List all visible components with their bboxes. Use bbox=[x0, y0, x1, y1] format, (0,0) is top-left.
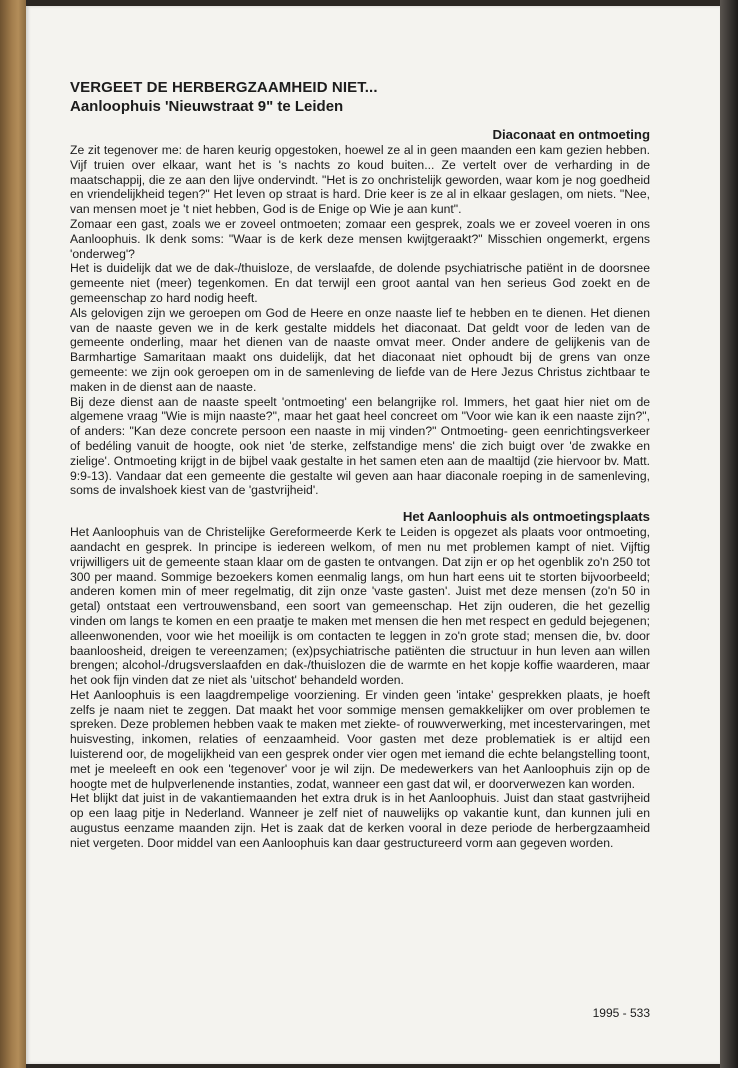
paragraph: Het blijkt dat juist in de vakantiemaanden het extra druk is in het Aanloophuis. Juist dan staat gastvrijheid op een laag pitje in Nederland. Wanneer je zelf niet of nauwelijks op vakantie kunt, dan kunnen juli en augustus eenzame maanden zijn. Het is zaak dat de kerken vooral in deze periode de herbergzaamheid niet vergeten. Door middel van een Aanloophuis kan daar gestructureerd vorm aan gegeven worden. bbox=[70, 791, 650, 850]
paragraph: Ze zit tegenover me: de haren keurig opgestoken, hoewel ze al in geen maanden een kam gezien hebben. Vijf truien over elkaar, want het is 's nachts zo koud buiten... Ze vertelt over de verharding in de maatschappij, die ze aan den lijve ondervindt. "Het is zo onchristelijk geworden, waar kom je nog goedheid en vriendelijkheid tegen?" Het leven op straat is hard. Drie keer is ze al in elkaar geslagen, om niets. "Nee, van mensen moet je 't niet hebben, God is de Enige op Wie je aan kunt". bbox=[70, 143, 650, 217]
paragraph: Het is duidelijk dat we de dak-/thuisloze, de verslaafde, de dolende psychiatrische patiënt in de doorsnee gemeente niet (meer) tegenkomen. En dat terwijl een groot aantal van hen serieus God zoekt en de gemeenschap zo hard nodig heeft. bbox=[70, 261, 650, 305]
section-heading: Het Aanloophuis als ontmoetingsplaats bbox=[402, 509, 650, 525]
paragraph: Bij deze dienst aan de naaste speelt 'ontmoeting' een belangrijke rol. Immers, het gaat hier niet om de algemene vraag "Wie is mijn naaste?", maar het gaat heel concreet om "Voor wie kan ik een naaste zijn?", of anders: "Kan deze concrete persoon een naaste in mij vinden?" Ontmoeting- geen eenrichtingsverkeer of bedéling vanuit de hoogte, ook niet 'de sterke, zelfstandige mens' die zich buigt over 'de zwakke en zielige'. Ontmoeting krijgt in de bijbel vaak gestalte in het samen eten aan de maaltijd (zie hiervoor bv. Matt. 9:9-13). Vandaar dat een gemeente die gestalte wil geven aan haar diaconale roeping in de samenleving, soms de invalshoek kiest van de 'gastvrijheid'. bbox=[70, 394, 650, 498]
article-title: VERGEET DE HERBERGZAAMHEID NIET... bbox=[70, 79, 378, 96]
page-number: 1995 - 533 bbox=[592, 1006, 650, 1020]
article-subtitle: Aanloophuis 'Nieuwstraat 9" te Leiden bbox=[70, 98, 344, 115]
book-binding bbox=[0, 0, 26, 1068]
article bbox=[70, 78, 650, 851]
paragraph: Het Aanloophuis is een laagdrempelige voorziening. Er vinden geen 'intake' gesprekken plaats, je hoeft zelfs je naam niet te zeggen. Dat maakt het voor sommige mensen gemakkelijker om over problemen te spreken. Deze problemen hebben vaak te maken met ziekte- of rouwverwerking, met incestervaringen, met huisvesting, inkomen, relaties of eenzaamheid. Voor gasten met deze problematiek is er altijd een luisterend oor, de mogelijkheid van een gesprek onder vier ogen met iemand die echte belangstelling toont, met je meeleeft en ook een 'tegenover' voor je wil zijn. De medewerkers van het Aanloophuis zijn op de hoogte met de hulpverlenende instanties, zodat, wanneer een gast dat wil, er doorverwezen kan worden. bbox=[70, 687, 650, 791]
section-aanloophuis bbox=[70, 508, 650, 851]
paragraph: Zomaar een gast, zoals we er zoveel ontmoeten; zomaar een gesprek, zoals we er zoveel voeren in ons Aanloophuis. Ik denk soms: "Waar is de kerk deze mensen kwijtgeraakt?" Misschien ongemerkt, ergens 'onderweg'? bbox=[70, 216, 650, 261]
paragraph: Als gelovigen zijn we geroepen om God de Heere en onze naaste lief te hebben en te dienen. Het dienen van de naaste geven we in de kerk gestalte middels het diaconaat. Dat geldt voor de leden van de gemeente onderling, maar het dienen van de naaste omvat meer. Onder andere de gelijkenis van de Barmhartige Samaritaan maakt ons duidelijk, dat het diaconaat niet ophoudt bij de grens van onze gemeente: we zijn ook geroepen om in de samenleving de liefde van de Here Jezus Christus zichtbaar te maken in de dienst aan de naaste. bbox=[70, 305, 650, 394]
section-diaconaat bbox=[70, 126, 650, 498]
page-edge-shadow bbox=[720, 0, 738, 1068]
paragraph: Het Aanloophuis van de Christelijke Gereformeerde Kerk te Leiden is opgezet als plaats voor ontmoeting, aandacht en gesprek. In principe is iedereen welkom, of men nu met problemen kampt of niet. Vijftig vrijwilligers uit de gemeente staan klaar om de gasten te ontvangen. Dat zijn er op het ogenblik zo'n 250 tot 300 per maand. Sommige bezoekers komen eenmalig langs, om hun hart eens uit te storten bijvoorbeeld; anderen komen min of meer regelmatig, dit zijn onze 'vaste gasten'. Juist met deze mensen (zo'n 50 in getal) ontstaat een vertrouwensband, een soort van gemeenschap. Het zijn ouderen, die het gezellig vinden om langs te komen en een praatje te maken met mensen die hen met respect en geduld bejegenen; alleenwonenden, voor wie het moeilijk is om contacten te leggen in zo'n grote stad; mensen die, bv. door baanloosheid, dreigen te vereenzamen; (ex)psychiatrische patiënten die structuur in hun leven aan willen brengen; alcohol-/drugsverslaafden en dak-/thuislozen die de warmte en het kopje koffie waarderen, maar het ook fijn vinden dat ze niet als 'uitschot' behandeld worden. bbox=[70, 525, 650, 688]
section-heading: Diaconaat en ontmoeting bbox=[492, 127, 650, 142]
